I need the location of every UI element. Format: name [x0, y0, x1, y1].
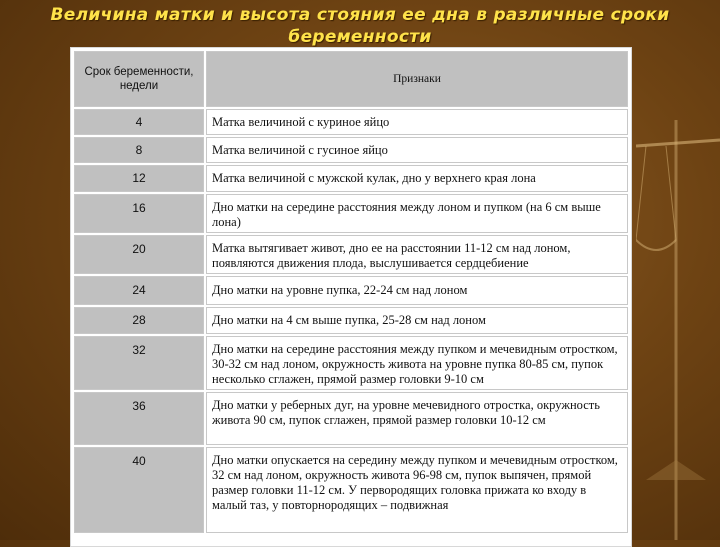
- week-cell: 24: [74, 276, 204, 305]
- table-row: [74, 194, 628, 233]
- signs-cell: Матка величиной с гусиное яйцо: [206, 137, 628, 163]
- week-cell: 16: [74, 194, 204, 233]
- table-row: [74, 137, 628, 163]
- table-row: [74, 392, 628, 445]
- week-cell: 4: [74, 109, 204, 135]
- pregnancy-table: [72, 49, 630, 535]
- week-cell: 20: [74, 235, 204, 274]
- title-line-1: Величина матки и высота стояния ее дна в различные сроки: [50, 5, 670, 25]
- week-cell: 36: [74, 392, 204, 445]
- week-cell: 8: [74, 137, 204, 163]
- table-row: [74, 447, 628, 533]
- header-week: Срок беременности, недели: [74, 51, 204, 107]
- week-cell: 28: [74, 307, 204, 334]
- table-row: [74, 276, 628, 305]
- week-cell: 40: [74, 447, 204, 533]
- slide-title: [0, 4, 720, 48]
- signs-cell: Дно матки на уровне пупка, 22-24 см над лоном: [206, 276, 628, 305]
- header-signs: Признаки: [206, 51, 628, 107]
- table-row: [74, 109, 628, 135]
- signs-cell: Дно матки у реберных дуг, на уровне мечевидного отростка, окружность живота 90 см, пупок сглажен, прямой размер головки 10-12 см: [206, 392, 628, 445]
- week-cell: 32: [74, 336, 204, 390]
- pregnancy-table-container: [70, 47, 632, 547]
- signs-cell: Матка величиной с куриное яйцо: [206, 109, 628, 135]
- week-cell: 12: [74, 165, 204, 192]
- scales-of-justice-icon: [636, 120, 720, 540]
- signs-cell: Дно матки на середине расстояния между пупком и мечевидным отростком, 30-32 см над лоном, окружность живота на уровне пупка 80-85 см, пупок несколько сглажен, прямой размер головки 9-10 см: [206, 336, 628, 390]
- signs-cell: Дно матки на середине расстояния между лоном и пупком (на 6 см выше лона): [206, 194, 628, 233]
- title-line-2: беременности: [288, 27, 432, 47]
- table-row: [74, 165, 628, 192]
- table-header-row: [74, 51, 628, 107]
- signs-cell: Матка величиной с мужской кулак, дно у верхнего края лона: [206, 165, 628, 192]
- signs-cell: Дно матки опускается на середину между пупком и мечевидным отростком, 32 см над лоном, окружность живота 96-98 см, пупок выпячен, прямой размер головки 11-12 см. У первородящих головка прижата ко входу в малый таз, у повторнородящих – подвижная: [206, 447, 628, 533]
- table-row: [74, 336, 628, 390]
- table-row: [74, 235, 628, 274]
- signs-cell: Дно матки на 4 см выше пупка, 25-28 см над лоном: [206, 307, 628, 334]
- table-row: [74, 307, 628, 334]
- signs-cell: Матка вытягивает живот, дно ее на расстоянии 11-12 см над лоном, появляются движения плода, выслушивается сердцебиение: [206, 235, 628, 274]
